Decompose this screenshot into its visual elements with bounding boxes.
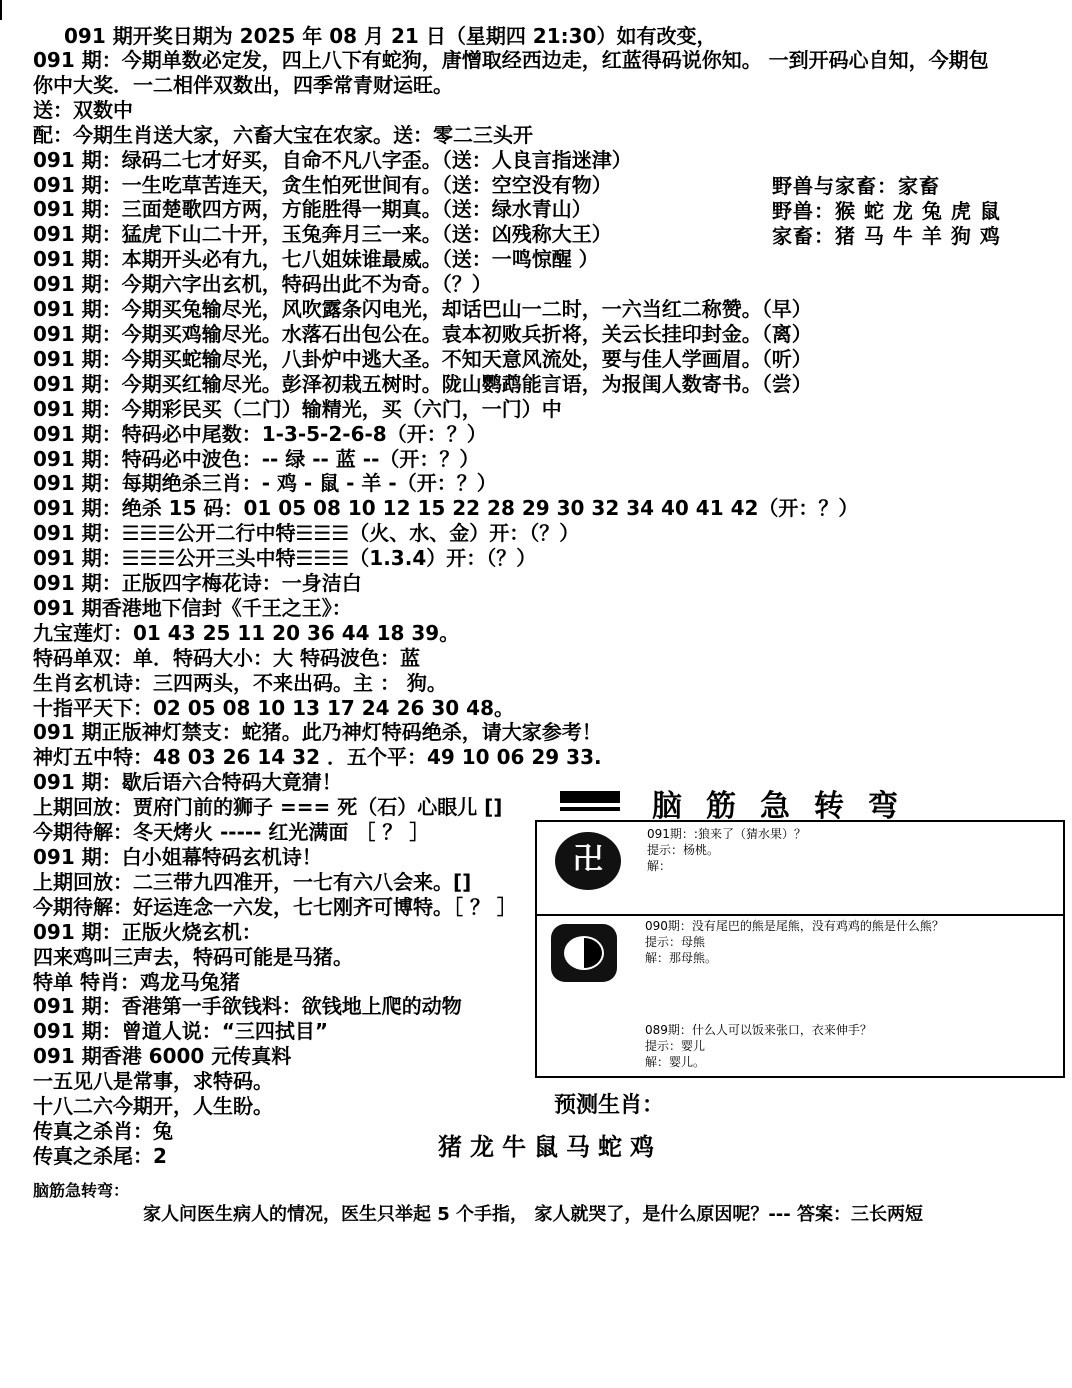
yinyang-icon [564, 936, 604, 970]
text-line: 特单 特肖：鸡龙马兔猪 [33, 969, 240, 994]
text-line: 传真之杀尾：2 [33, 1143, 167, 1168]
header-bar-icon [560, 791, 620, 811]
intro-line: 091 期开奖日期为 2025 年 08 月 21 日（星期四 21:30）如有改变， [64, 24, 717, 48]
text-line: 生肖玄机诗：三四两头，不来出码。主 ： 狗。 [33, 670, 447, 695]
text-line: 091 期正版神灯禁支：蛇猪。此乃神灯特码绝杀，请大家参考！ [33, 720, 602, 745]
text-line: 091 期：绿码二七才好买，自命不凡八字歪。（送：人良言指迷津） [33, 147, 632, 172]
text-line: 091 期：香港第一手欲钱料：欲钱地上爬的动物 [33, 994, 462, 1019]
text-line: 091 期：☰☰☰公开二行中特☰☰☰（火、水、金）开：（？） [33, 521, 580, 546]
text-line: 神灯五中特：48 03 26 14 32 ．五个平：49 10 06 29 33. [33, 745, 602, 770]
text-line: 091 期：今期彩民买（二门）输精光，买（六门，一门）中 [33, 396, 562, 421]
text-line: 091 期：一生吃草苦连天，贪生怕死世间有。（送：空空没有物） [33, 172, 612, 197]
text-line: 九宝莲灯：01 43 25 11 20 36 44 18 39。 [33, 620, 460, 645]
text-line: 091 期：特码必中尾数：1-3-5-2-6-8（开：？） [33, 421, 487, 446]
text-line: 091 期：特码必中波色：-- 绿 -- 蓝 --（开：？） [33, 446, 480, 471]
text-line: 送：双数中 [33, 97, 133, 122]
riddle-header-title: 脑筋急转弯 [652, 789, 922, 824]
text-line: 091 期：今期六字出玄机，特码出此不为奇。（？） [33, 272, 492, 297]
text-line: 091 期：正版四字梅花诗：一身洁白 [33, 571, 362, 596]
text-line: 091 期香港地下信封《千王之王》： [33, 595, 352, 620]
text-line: 091 期香港 6000 元传真料 [33, 1044, 292, 1069]
text-line: 091 期：今期买蛇输尽光，八卦炉中逃大圣。不知天意风流处，要与佳人学画眉。（听） [33, 346, 812, 371]
bagua-badge-icon [551, 924, 617, 982]
riddle-header [560, 787, 1010, 824]
prediction-label: 预测生肖： [554, 1093, 665, 1118]
text-line: 091 期：猛虎下山二十开，玉兔奔月三一来。（送：凶残称大王） [33, 222, 612, 247]
riddle-box [535, 820, 1065, 1078]
zodiac-wild: 野兽：猴 蛇 龙 兔 虎 鼠 [772, 199, 1001, 223]
text-line: 091 期：今期买兔输尽光，风吹露条闪电光，却话巴山一二时，一六当红二称赞。（早） [33, 297, 812, 322]
text-line: 091 期：白小姐幕特码玄机诗！ [33, 845, 322, 869]
text-line: 091 期：曾道人说：“三四拭目” [33, 1019, 328, 1044]
text-line: 091 期：本期开头必有九，七八姐妹谁最威。（送：一鸣惊醒 ） [33, 247, 599, 272]
text-line: 上期回放：贾府门前的狮子 === 死（石）心眼儿 [] [33, 795, 503, 820]
prediction-value: 猪龙牛鼠马蛇鸡 [438, 1133, 662, 1161]
riddle-2: 090期：没有尾巴的熊是尾熊，没有鸡鸡的熊是什么熊？ 提示：母熊 解：那母熊。 [645, 919, 944, 965]
left-edge-mark [0, 0, 2, 20]
text-line: 十指平天下：02 05 08 10 13 17 24 26 30 48。 [33, 695, 514, 720]
text-line: 一五见八是常事，求特码。 [33, 1069, 273, 1094]
text-line: 特码单双：单．特码大小：大 特码波色：蓝 [33, 645, 420, 670]
text-line: 你中大奖．一二相伴双数出，四季常青财运旺。 [33, 72, 453, 97]
text-line: 091 期：今期买红输尽光。彭泽初栽五树时。陇山鹦鹉能言语，为报闺人数寄书。（尝） [33, 371, 812, 396]
text-line: 091 期：今期买鸡输尽光。水落石出包公在。袁本初败兵折将，关云长挂印封金。（离） [33, 321, 812, 346]
riddle-3: 089期：什么人可以饭来张口，衣来伸手？ 提示：婴儿 解：婴儿。 [645, 1023, 872, 1069]
swastika-badge-icon: 卍 [555, 832, 621, 890]
text-line: 091 期：正版火烧玄机： [33, 919, 262, 944]
text-line: 配：今期生肖送大家，六畜大宝在农家。送：零二三头开 [33, 122, 533, 147]
brain-teaser-label: 脑筋急转弯： [33, 1181, 130, 1200]
text-line: 091 期：☰☰☰公开三头中特☰☰☰（1.3.4）开：（？） [33, 546, 537, 571]
brain-teaser-text: 家人问医生病人的情况，医生只举起 5 个手指， 家人就哭了，是什么原因呢？--- 答案：三长两短 [143, 1204, 923, 1225]
text-line: 上期回放：二三带九四准开，一七有六八会来。[] [33, 869, 472, 894]
zodiac-title: 野兽与家畜：家畜 [772, 174, 940, 198]
zodiac-domestic: 家畜：猪 马 牛 羊 狗 鸡 [772, 224, 1001, 248]
text-line: 091 期：今期单数必定发，四上八下有蛇狗，唐憎取经西边走，红蓝得码说你知。 一到开码心自知，今期包 [33, 48, 989, 72]
riddle-divider [537, 914, 1063, 916]
text-line: 四来鸡叫三声去，特码可能是马猪。 [33, 944, 353, 969]
text-line: 今期待解：冬天烤火 ----- 红光满面 ［ ？ ］ [33, 820, 430, 845]
text-line: 今期待解：好运连念一六发，七七刚齐可博特。［ ？ ］ [33, 894, 517, 919]
text-line: 传真之杀肖：兔 [33, 1118, 173, 1143]
text-line: 091 期：绝杀 15 码：01 05 08 10 12 15 22 28 29 30 32 34 40 41 42（开：？） [33, 496, 859, 521]
text-line: 091 期：三面楚歌四方两，方能胜得一期真。（送：绿水青山） [33, 197, 592, 222]
text-line: 091 期：歇后语六合特码大竟猜！ [33, 770, 342, 795]
riddle-1: 091期：:狼来了（猜水果）？ 提示：杨桃。 解： [647, 827, 806, 873]
text-line: 091 期：每期绝杀三肖：- 鸡 - 鼠 - 羊 -（开：？） [33, 471, 497, 496]
text-line: 十八二六今期开，人生盼。 [33, 1094, 273, 1119]
